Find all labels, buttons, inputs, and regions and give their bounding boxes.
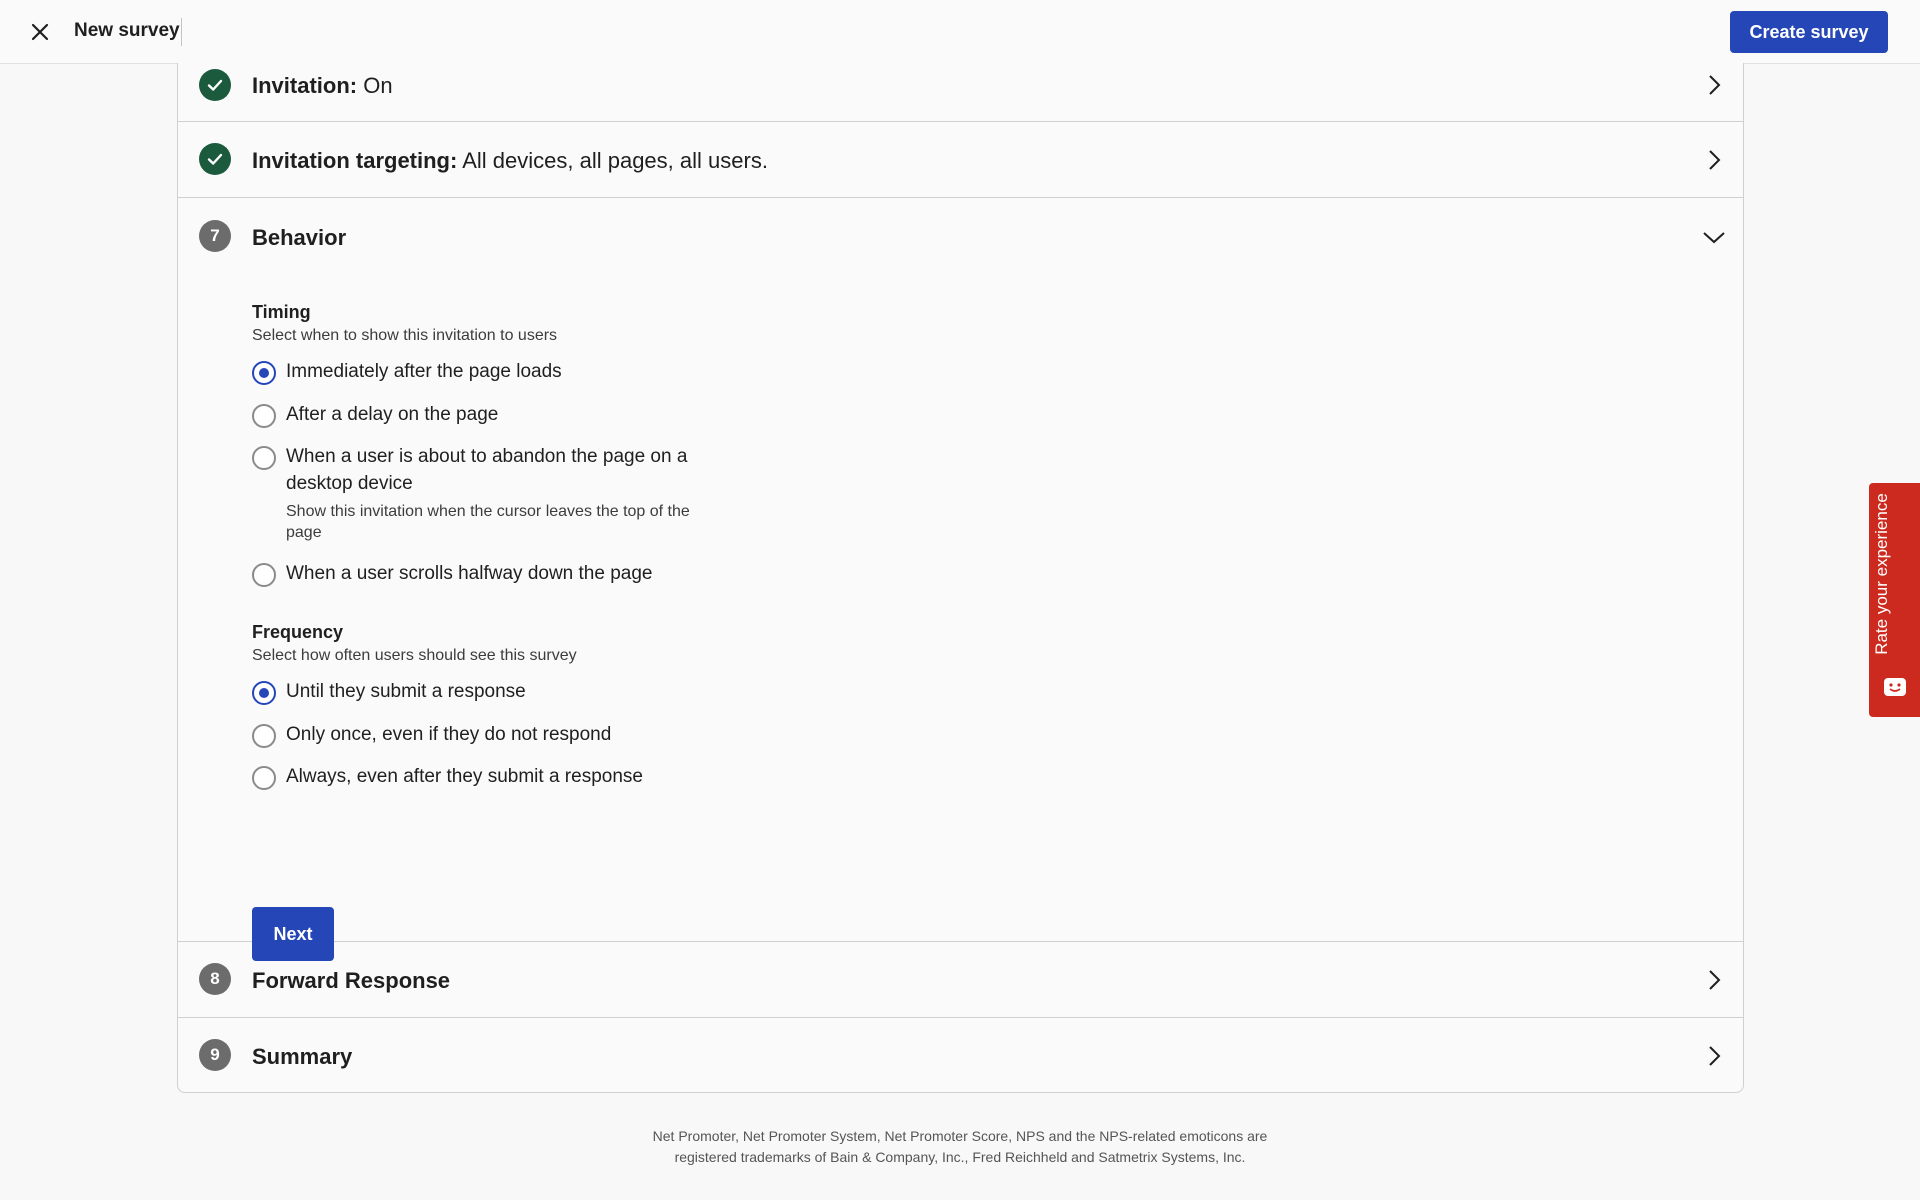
- step-forward-response[interactable]: [178, 942, 1743, 1018]
- radio-button[interactable]: [252, 766, 276, 790]
- create-survey-button[interactable]: Create survey: [1730, 11, 1888, 53]
- trademark-footer: Net Promoter, Net Promoter System, Net Promoter Score, NPS and the NPS-related emoticons are registered trademarks of Bain & Company, Inc., Fred Reichheld and Satmetrix Systems, Inc.: [652, 1128, 1268, 1165]
- next-button[interactable]: Next: [252, 907, 334, 961]
- step-number-badge: 7: [199, 220, 231, 252]
- radio-button[interactable]: [252, 724, 276, 748]
- radio-button[interactable]: [252, 563, 276, 587]
- timing-option-scroll[interactable]: When a user scrolls halfway down the page: [252, 564, 652, 587]
- timing-option-immediately[interactable]: Immediately after the page loads: [252, 362, 562, 385]
- step-invitation-title: Invitation: On: [252, 73, 393, 98]
- page-title: New survey: [74, 20, 180, 41]
- check-icon: [199, 143, 231, 175]
- timing-option-delay[interactable]: After a delay on the page: [252, 405, 498, 428]
- timing-option-abandon[interactable]: [252, 447, 706, 543]
- step-number-badge: 9: [199, 1039, 231, 1071]
- timing-option-abandon-label: When a user is about to abandon the page on a desktop device: [286, 446, 688, 494]
- chevron-right-icon[interactable]: [1700, 71, 1728, 99]
- check-icon: [199, 69, 231, 101]
- chevron-right-icon[interactable]: [1700, 1042, 1728, 1070]
- rate-experience-label: Rate your experience: [1872, 493, 1891, 655]
- close-icon[interactable]: [26, 18, 54, 46]
- timing-label: Timing: [252, 302, 311, 322]
- frequency-option-always[interactable]: Always, even after they submit a response: [252, 767, 643, 790]
- step-targeting-title: Invitation targeting: All devices, all pages, all users.: [252, 148, 768, 173]
- chevron-down-icon[interactable]: [1700, 223, 1728, 251]
- title-divider: [181, 18, 182, 46]
- rate-experience-tab[interactable]: [1869, 483, 1920, 717]
- radio-button[interactable]: [252, 446, 276, 470]
- step-invitation[interactable]: [178, 63, 1743, 122]
- smiley-icon: [1883, 677, 1907, 697]
- survey-steps-card: [177, 63, 1744, 1093]
- step-summary-title: Summary: [252, 1044, 353, 1069]
- step-summary[interactable]: [178, 1018, 1743, 1094]
- step-forward-title: Forward Response: [252, 968, 451, 993]
- frequency-option-until-submit[interactable]: Until they submit a response: [252, 682, 526, 705]
- frequency-label: Frequency: [252, 622, 344, 642]
- frequency-option-only-once[interactable]: Only once, even if they do not respond: [252, 725, 611, 748]
- top-bar: [0, 0, 1920, 64]
- timing-option-abandon-help: Show this invitation when the cursor leaves the top of the page: [286, 503, 690, 541]
- frequency-description: Select how often users should see this survey: [252, 647, 577, 664]
- timing-description: Select when to show this invitation to users: [252, 327, 558, 344]
- step-behavior-header[interactable]: [178, 199, 1743, 275]
- radio-button-checked[interactable]: [252, 681, 276, 705]
- step-invitation-targeting[interactable]: [178, 122, 1743, 198]
- chevron-right-icon[interactable]: [1700, 966, 1728, 994]
- step-number-badge: 8: [199, 963, 231, 995]
- step-behavior: [178, 199, 1743, 942]
- radio-button-checked[interactable]: [252, 361, 276, 385]
- chevron-right-icon[interactable]: [1700, 146, 1728, 174]
- radio-button[interactable]: [252, 404, 276, 428]
- step-behavior-title: Behavior: [252, 225, 347, 250]
